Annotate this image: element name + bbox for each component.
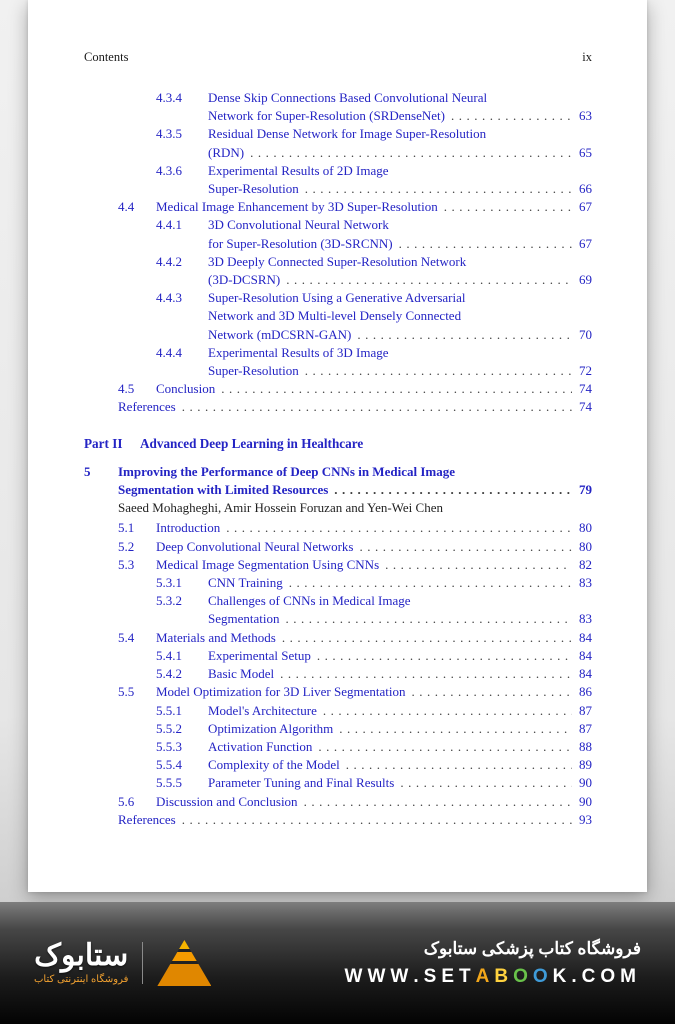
toc-entry [84,629,592,647]
entry-number: 5.3 [118,556,135,572]
dot-leader [286,610,573,628]
entry-number: 5.1 [118,520,135,536]
url-letter: O [600,965,621,987]
logo-divider [142,942,143,984]
entry-title[interactable]: Network for Super-Resolution (SRDenseNet) [208,108,445,124]
entry-title[interactable]: CNN Training [208,575,283,591]
footer-banner [0,902,675,1024]
entry-number: 5.5.1 [156,702,182,718]
toc-entry [84,774,592,792]
toc-entry [84,556,592,574]
url-letter: M [620,965,641,987]
url-letter: O [513,965,533,987]
entry-title[interactable]: Parameter Tuning and Final Results [208,775,395,791]
page-number[interactable]: 67 [579,235,592,251]
page-number[interactable]: 83 [579,611,592,627]
entry-title[interactable]: Experimental Results of 3D Image [208,344,389,360]
entry-number: 5.3.2 [156,593,182,609]
toc-entry [84,738,592,756]
entry-title[interactable]: for Super-Resolution (3D-SRCNN) [208,235,393,251]
toc-entry [84,216,592,252]
page-number[interactable]: 63 [579,108,592,124]
dot-leader [339,720,572,738]
entry-number: 5.5.3 [156,738,182,754]
entry-number: 4.3.4 [156,90,182,105]
page-number[interactable]: 84 [579,666,592,682]
toc-entry [84,380,592,398]
toc-entry [84,592,592,628]
entry-title[interactable]: Model Optimization for 3D Liver Segmentation [156,684,406,700]
url-letter: B [494,965,514,987]
dot-leader [385,556,572,574]
entry-title[interactable]: References [118,811,176,827]
page-number[interactable]: 67 [579,199,592,215]
toc-entry [84,647,592,665]
dot-leader [451,107,572,125]
part-heading [84,435,592,453]
entry-number: Part II [84,435,123,451]
toc-entry [84,519,592,537]
page-number[interactable]: 90 [579,793,592,809]
entry-number: 4.4.3 [156,290,182,306]
dot-leader [221,380,572,398]
page-number[interactable]: 65 [579,144,592,160]
folio-page-number: ix [582,50,592,64]
dot-leader [411,683,572,701]
toc-entry [84,198,592,216]
url-letter: A [475,965,495,987]
page-number[interactable]: 79 [579,482,592,498]
dot-leader [286,271,572,289]
dot-leader [359,538,572,556]
running-title: Contents [84,50,129,64]
entry-title[interactable]: Super-Resolution [208,181,299,197]
entry-number: 4.3.6 [156,162,182,178]
toc-list [84,89,592,829]
authors-line [84,499,592,517]
url-letter: C [581,965,601,987]
page-number[interactable]: 82 [579,556,592,572]
entry-title[interactable]: Improving the Performance of Deep CNNs in Medical Image [118,463,455,479]
toc-entry [84,253,592,289]
dot-leader [400,774,572,792]
dot-leader [323,702,572,720]
toc-entry [84,793,592,811]
entry-number: 5 [84,463,91,479]
toc-entry [84,538,592,556]
entry-number: 5.6 [118,793,135,809]
dot-leader [444,198,572,216]
entry-title[interactable]: Experimental Results of 2D Image [208,162,389,178]
page-number[interactable]: 74 [579,399,592,415]
entry-number: 5.5 [118,684,135,700]
page-number[interactable]: 84 [579,647,592,663]
entry-title[interactable]: Medical Image Segmentation Using CNNs [156,556,380,572]
page-number[interactable]: 90 [579,775,592,791]
url-letter: E [441,965,459,987]
page-number[interactable]: 69 [579,272,592,288]
entry-title[interactable]: (3D-DCSRN) [208,272,281,288]
entry-title[interactable]: Activation Function [208,738,313,754]
toc-entry [84,344,592,380]
entry-title[interactable]: Segmentation [208,611,280,627]
url-letter: . [571,965,582,987]
page-number[interactable]: 83 [579,575,592,591]
entry-title[interactable]: Model's Architecture [208,702,317,718]
url-letter: W [344,965,368,987]
toc-entry [84,574,592,592]
dot-leader [334,481,572,499]
toc-entry [84,162,592,198]
toc-entry [84,89,592,125]
dot-leader [250,144,572,162]
toc-entry [84,289,592,344]
page-number[interactable]: 87 [579,702,592,718]
entry-title[interactable]: Super-Resolution Using a Generative Adversarial [208,290,466,306]
entry-number: 5.5.2 [156,720,182,736]
entry-title[interactable]: References [118,399,176,415]
page-number[interactable]: 88 [579,738,592,754]
url-letter: O [532,965,553,987]
entry-title[interactable]: Dense Skip Connections Based Convolutional Neural [208,90,488,105]
entry-number: 4.4.2 [156,253,182,269]
url-letter: T [459,965,476,987]
entry-title: Advanced Deep Learning in Healthcare [140,435,364,451]
url-letter: K [552,965,572,987]
url-letter: . [413,965,424,987]
entry-title[interactable]: Medical Image Enhancement by 3D Super-Resolution [156,199,438,215]
entry-title[interactable]: Network (mDCSRN-GAN) [208,326,352,342]
entry-number: 5.5.5 [156,775,182,791]
store-logo[interactable] [34,940,211,986]
entry-title[interactable]: Conclusion [156,381,216,397]
page-number[interactable]: 86 [579,684,592,700]
dot-leader [305,180,572,198]
toc-entry [84,125,592,161]
entry-number: 5.5.4 [156,757,182,773]
page-number[interactable]: 74 [579,381,592,397]
dot-leader [182,398,572,416]
entry-number: 4.5 [118,381,135,397]
page-number[interactable]: 80 [579,520,592,536]
entry-title[interactable]: 3D Convolutional Neural Network [208,217,389,233]
toc-entry [84,811,592,829]
entry-number: 5.4 [118,629,135,645]
logo-wordmark [34,941,128,985]
dot-leader [317,647,572,665]
entry-title[interactable]: Super-Resolution [208,363,299,379]
dot-leader [226,519,572,537]
page-number[interactable]: 87 [579,720,592,736]
dot-leader [357,326,572,344]
entry-title[interactable]: Basic Model [208,666,275,682]
toc-entry [84,702,592,720]
website-url[interactable] [345,966,641,988]
page-number[interactable]: 93 [579,811,592,827]
dot-leader [182,811,572,829]
entry-title[interactable]: Experimental Setup [208,647,311,663]
dot-leader [282,629,572,647]
entry-number: 4.3.5 [156,126,182,142]
url-letter: W [367,965,391,987]
toc-entry [84,398,592,416]
toc-entry [84,683,592,701]
entry-title[interactable]: Network and 3D Multi-level Densely Connected [208,308,462,324]
toc-entry [84,720,592,738]
entry-title[interactable]: Residual Dense Network for Image Super-Resolution [208,126,487,142]
entry-number: 4.4 [118,199,135,215]
page-header [84,50,592,65]
entry-number: 4.4.1 [156,217,182,233]
entry-title[interactable]: Complexity of the Model [208,757,340,773]
page-number[interactable]: 66 [579,181,592,197]
entry-title[interactable]: Optimization Algorithm [208,720,334,736]
logo-subtitle: فروشگاه اینترنتی کتاب [34,974,129,985]
page-number[interactable]: 89 [579,757,592,773]
entry-number: 5.4.2 [156,666,182,682]
url-letter: S [423,965,442,987]
dot-leader [399,235,572,253]
toc-entry [84,756,592,774]
entry-number: 5.2 [118,538,135,554]
entry-title[interactable]: Segmentation with Limited Resources [118,482,329,498]
entry-title[interactable]: Challenges of CNNs in Medical Image [208,593,411,609]
dot-leader [318,738,572,756]
store-name: فروشگاه کتاب پزشکی ستابوک [423,938,641,958]
dot-leader [346,756,572,774]
logo-triangle-icon [157,940,211,986]
chapter-entry [84,463,592,499]
entry-title[interactable]: Discussion and Conclusion [156,793,298,809]
entry-number: 4.4.4 [156,344,182,360]
entry-number: 5.4.1 [156,647,182,663]
dot-leader [304,793,572,811]
page-number[interactable]: 72 [579,363,592,379]
entry-title[interactable]: (RDN) [208,144,245,160]
page-number[interactable]: 80 [579,538,592,554]
toc-entry [84,665,592,683]
entry-number: 5.3.1 [156,575,182,591]
footer-store-info [345,939,641,988]
dot-leader [280,665,572,683]
book-page [28,0,647,892]
page-number[interactable]: 84 [579,629,592,645]
url-letter: W [390,965,414,987]
page-number[interactable]: 70 [579,326,592,342]
dot-leader [305,362,572,380]
entry-title[interactable]: 3D Deeply Connected Super-Resolution Network [208,253,467,269]
logo-text: ستابوک [34,939,129,972]
entry-title[interactable]: Deep Convolutional Neural Networks [156,538,354,554]
dot-leader [289,574,572,592]
author-names: Saeed Mohagheghi, Amir Hossein Foruzan and Yen-Wei Chen [118,500,443,516]
entry-title[interactable]: Introduction [156,520,221,536]
entry-title[interactable]: Materials and Methods [156,629,276,645]
